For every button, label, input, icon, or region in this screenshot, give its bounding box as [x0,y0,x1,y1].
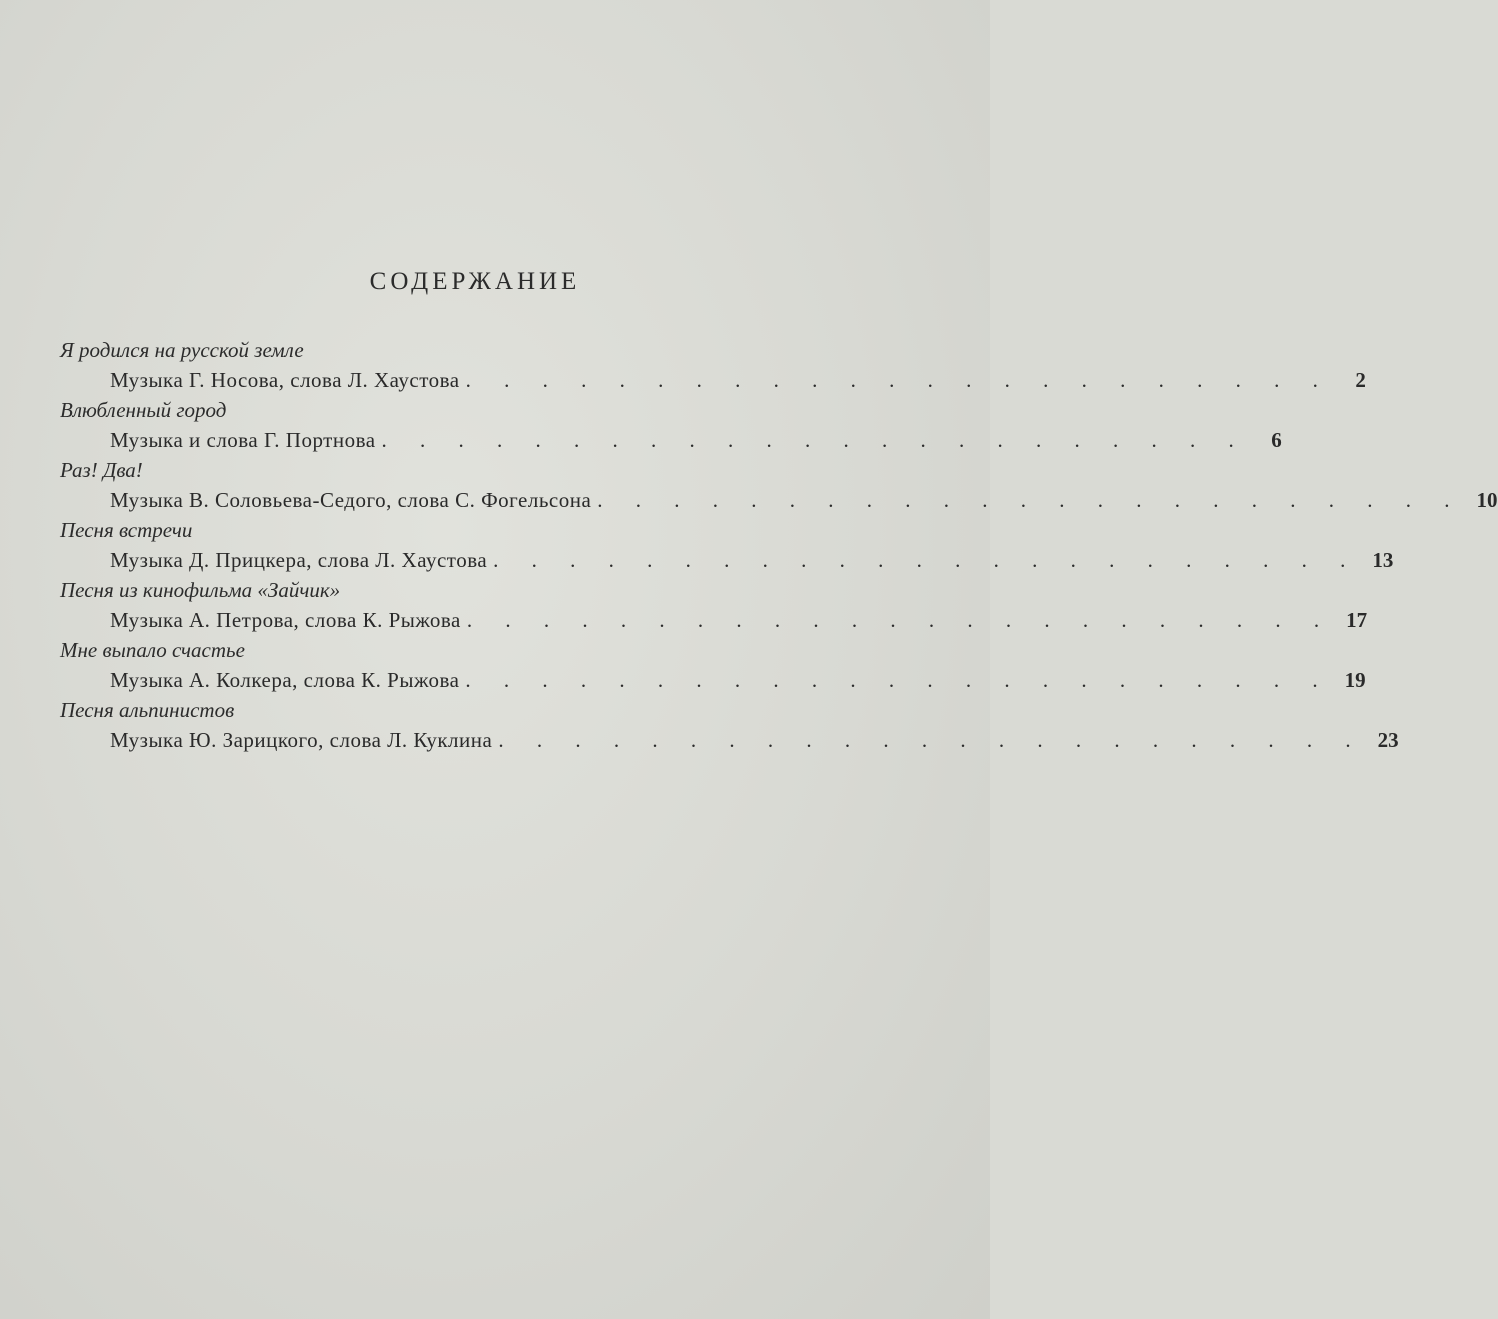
toc-entry [60,578,1368,638]
song-title: Песня из кинофильма «Зайчик» [60,578,341,602]
song-title: Песня встречи [60,518,193,542]
credit-line [110,428,1282,453]
credit-line [110,488,1498,513]
credit-line [110,728,1399,753]
credit-text: Музыка Г. Носова, слова Л. Хаустова [110,368,460,392]
page-number: 19 [1344,668,1366,692]
toc-entry [60,398,1282,458]
toc-entry [60,518,1394,578]
song-title: Влюбленный город [60,398,227,422]
toc-entry [60,458,1498,518]
table-of-contents [60,338,1498,758]
credit-line [110,548,1394,573]
credit-text: Музыка Ю. Зарицкого, слова Л. Куклина [110,728,493,752]
dot-leader: . . . . . . . . . . . . . . . . . . . . . . . [493,548,1360,572]
song-title: Песня альпинистов [60,698,235,722]
credit-text: Музыка В. Соловьева-Седого, слова С. Фогельсона [110,488,592,512]
toc-entry [60,698,1399,758]
dot-leader: . . . . . . . . . . . . . . . . . . . . . . . [498,728,1365,752]
credit-line [110,368,1366,393]
page-number: 17 [1346,608,1368,632]
dot-leader: . . . . . . . . . . . . . . . . . . . . . . . [597,488,1464,512]
dot-leader: . . . . . . . . . . . . . . . . . . . . . . . [381,428,1248,452]
credit-text: Музыка А. Колкера, слова К. Рыжова [110,668,460,692]
credit-text: Музыка и слова Г. Портнова [110,428,376,452]
toc-entry [60,338,1366,398]
page-number: 6 [1271,428,1282,452]
dot-leader: . . . . . . . . . . . . . . . . . . . . . . . [466,608,1334,632]
dot-leader: . . . . . . . . . . . . . . . . . . . . . . . [465,368,1332,392]
page-number: 13 [1372,548,1394,572]
page-title: СОДЕРЖАНИЕ [369,268,581,295]
credit-line [110,608,1368,633]
song-title: Мне выпало счастье [60,638,245,662]
credit-text: Музыка А. Петрова, слова К. Рыжова [110,608,461,632]
page-number: 2 [1355,368,1366,392]
dot-leader: . . . . . . . . . . . . . . . . . . . . . . . [465,668,1332,692]
credit-line [110,668,1366,693]
song-title: Раз! Два! [60,458,143,482]
credit-text: Музыка Д. Прицкера, слова Л. Хаустова [110,548,488,572]
song-title: Я родился на русской земле [60,338,304,362]
toc-entry [60,638,1366,698]
page-number: 23 [1377,728,1399,752]
page-number: 10 [1476,488,1498,512]
